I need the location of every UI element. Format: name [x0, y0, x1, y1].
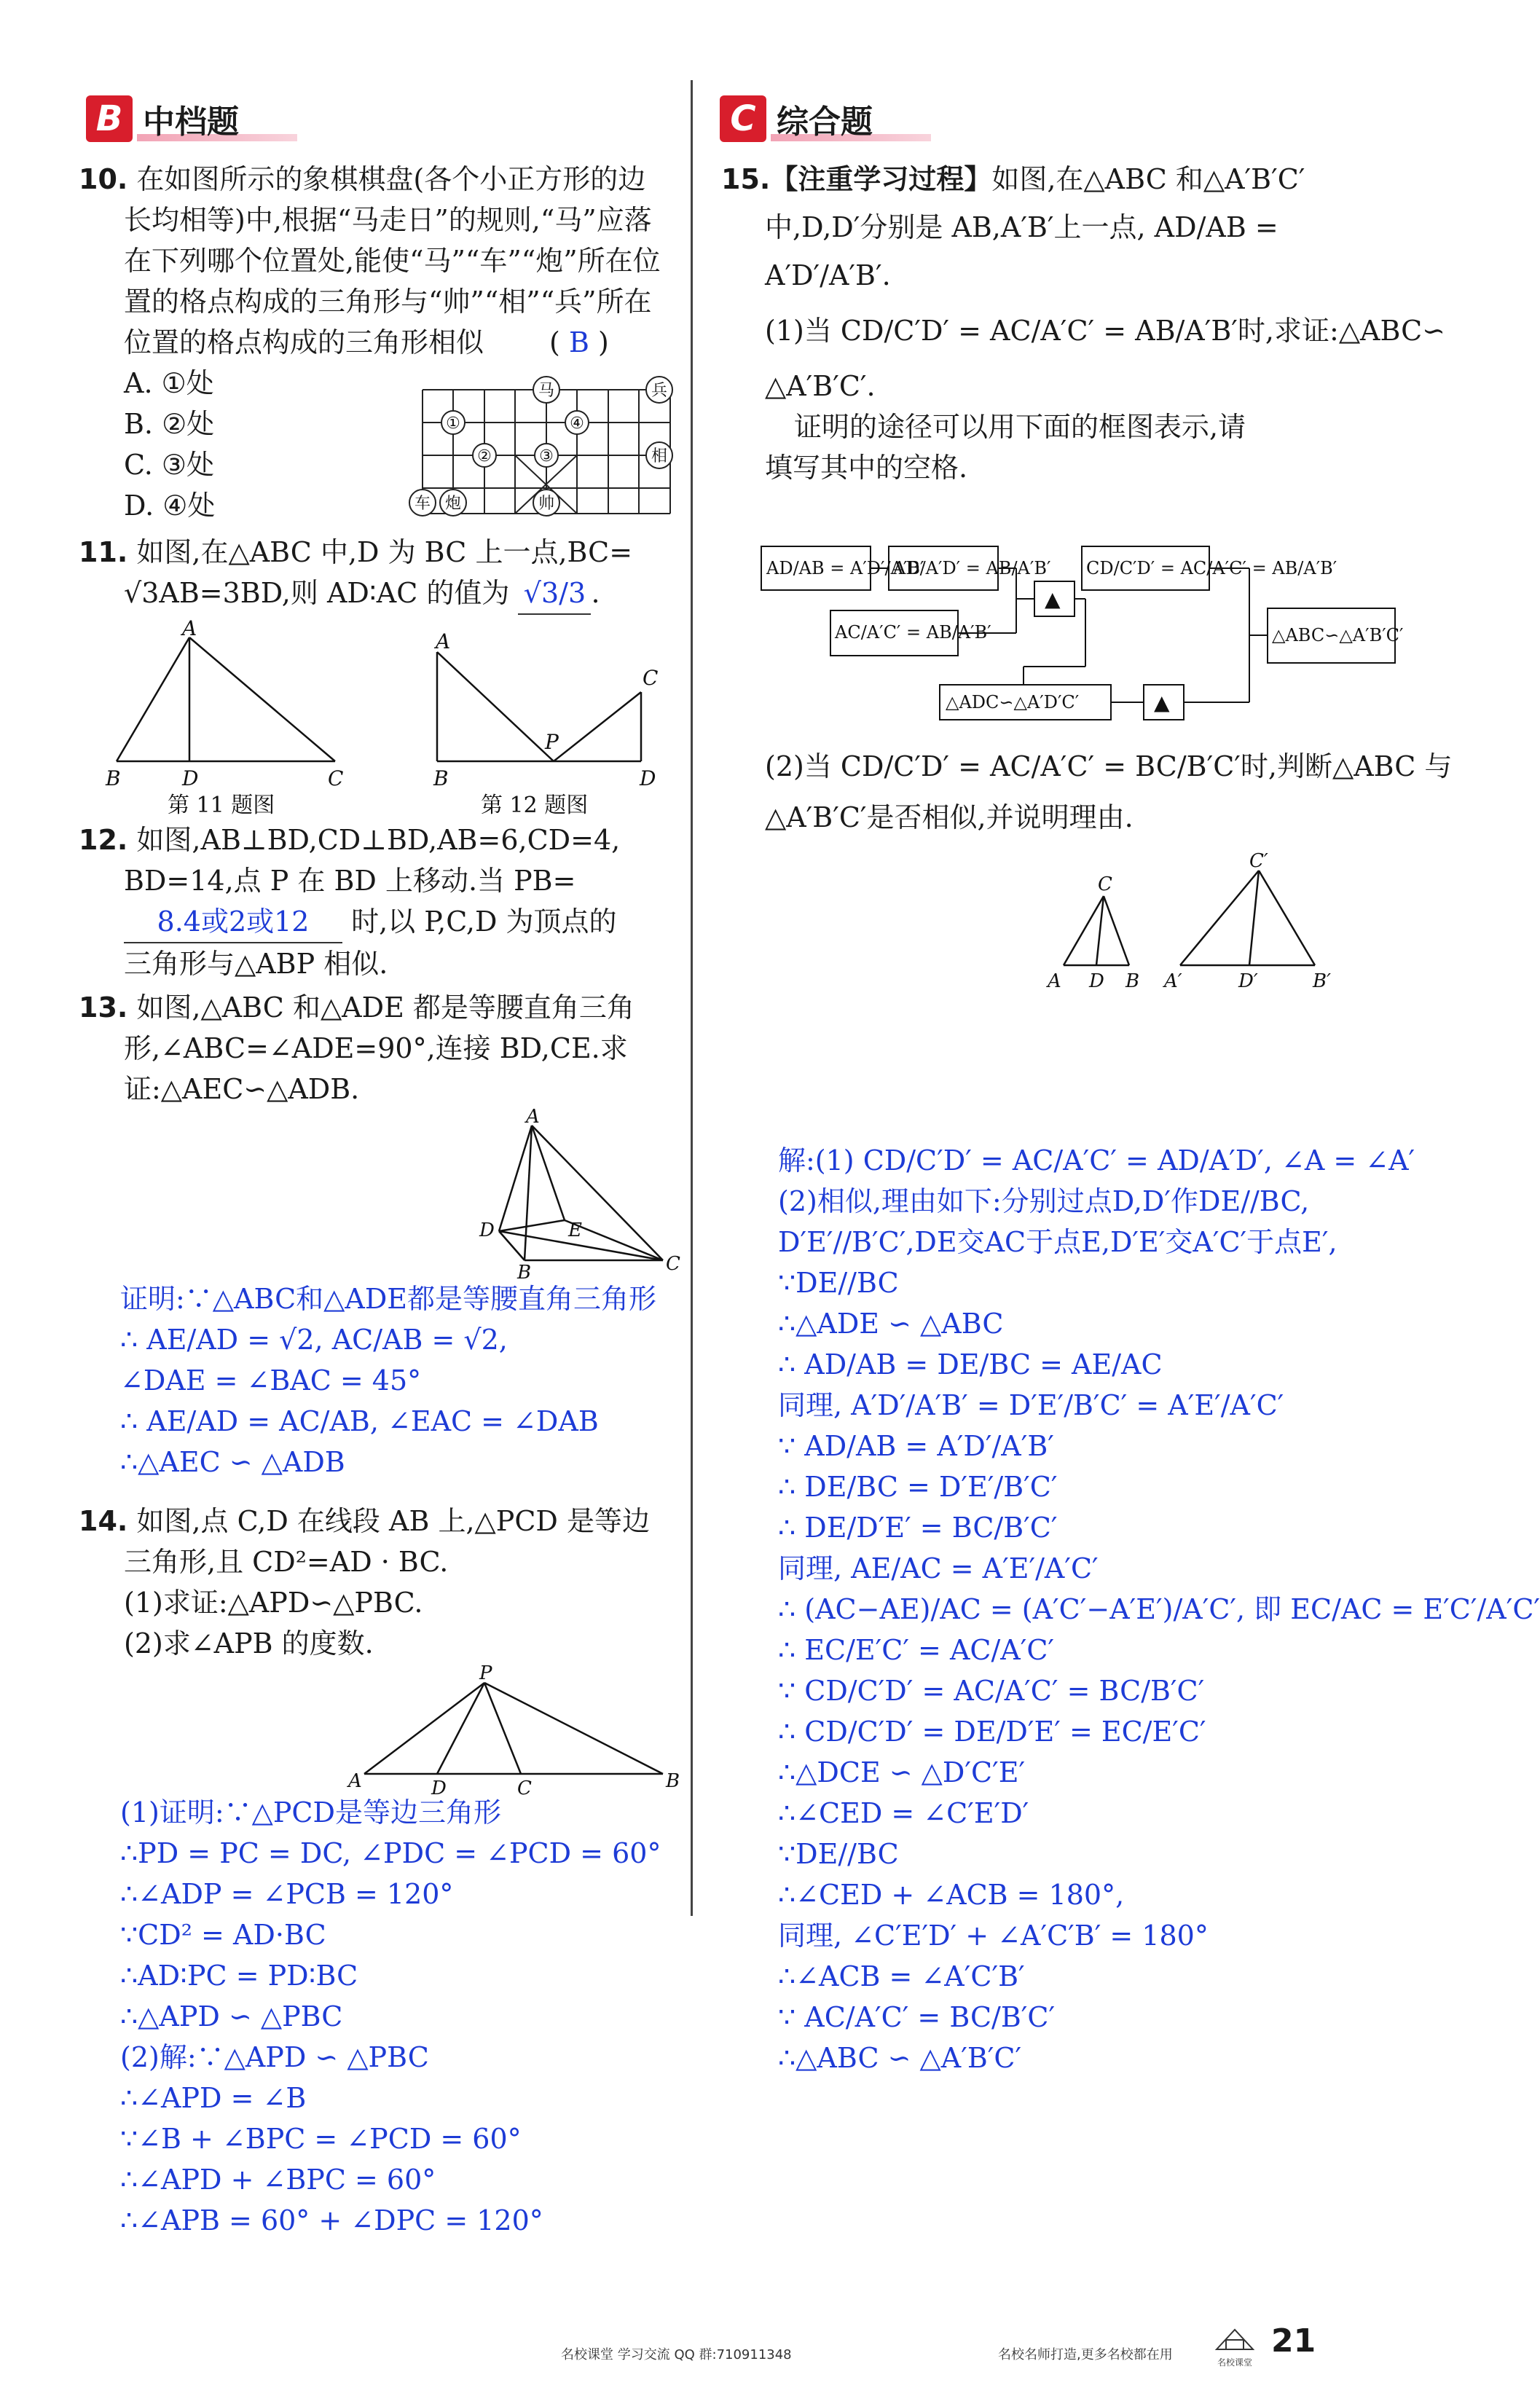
q10-line-1	[79, 159, 661, 200]
q10-text-3: 在下列哪个位置处,能使“马”“车”“炮”所在位	[124, 245, 661, 277]
q12-answer: 8.4或2或12	[124, 901, 342, 943]
q15-solution-line-1: 解:(1) CD/C′D′ = AC/A′C′ = AD/A′D′, ∠A = ∠A′	[778, 1144, 1415, 1177]
q12-figure	[408, 626, 685, 816]
q13-solution-line-5: ∴△AEC ∽ △ADB	[120, 1446, 345, 1478]
q15-text-3: A′D′/A′B′.	[765, 259, 891, 291]
q11-answer: √3/3	[518, 573, 591, 615]
q15-solution	[778, 1140, 1540, 2078]
q15-label-a2: A′	[1164, 970, 1182, 992]
footer-right-text: 名校名师打造,更多名校都在用	[998, 2347, 1173, 2362]
q15-number: 15.	[721, 163, 771, 195]
q12-text-1: 如图,AB⊥BD,CD⊥BD,AB=6,CD=4,	[136, 824, 621, 856]
q14-solution-line-3: ∴∠ADP = ∠PCB = 120°	[120, 1878, 454, 1910]
piece-1: ①	[446, 415, 460, 433]
q14-solution	[120, 1792, 661, 2241]
section-c-title: 综合题	[777, 103, 873, 141]
q10-text-4: 置的格点构成的三角形与“帅”“相”“兵”所在	[124, 286, 652, 318]
q15-label-b2: B′	[1313, 970, 1332, 992]
q11-text-2: √3AB=3BD,则 AD∶AC 的值为	[124, 577, 510, 609]
q15-label-c: C	[1098, 873, 1112, 895]
q15-label-a: A	[1048, 970, 1061, 992]
q10-text-5: 位置的格点构成的三角形相似	[124, 326, 484, 358]
q13-solution	[120, 1278, 656, 1482]
q12-line-3	[79, 901, 620, 943]
q13-solution-line-2: ∴ AE/AD = √2, AC/AB = √2,	[120, 1324, 508, 1356]
q12-label-c: C	[643, 666, 659, 690]
q11-text-1: 如图,在△ABC 中,D 为 BC 上一点,BC=	[136, 536, 633, 568]
q11-label-a: A	[182, 616, 197, 640]
q14-text-2: 三角形,且 CD²=AD · BC.	[124, 1546, 449, 1578]
section-c-letter: C	[720, 95, 766, 142]
q10-answer: B	[568, 326, 589, 358]
q11-label-c: C	[328, 766, 344, 790]
q15-solution-line-4: ∵DE//BC	[778, 1267, 899, 1299]
question-11	[79, 532, 632, 615]
q15-solution-line-7: 同理, A′D′/A′B′ = D′E′/B′C′ = A′E′/A′C′	[778, 1389, 1284, 1421]
piece-2: ②	[477, 447, 492, 466]
q14-label-p: P	[479, 1662, 492, 1684]
q15-solution-line-13: ∴ EC/E′C′ = AC/A′C′	[778, 1634, 1055, 1666]
q15-part1-text-2: △A′B′C′.	[765, 370, 876, 402]
q13-label-d: D	[479, 1219, 495, 1241]
q10-option-c: C. ③处	[124, 449, 214, 481]
piece-3: ③	[539, 447, 554, 466]
q13-label-c: C	[666, 1253, 680, 1275]
q15-solution-line-6: ∴ AD/AB = DE/BC = AE/AC	[778, 1348, 1163, 1380]
footer-left-text: 名校课堂 学习交流 QQ 群:710911348	[561, 2347, 792, 2362]
q15-tag: 【注重学习过程】	[770, 163, 992, 195]
q15-text-2: 中,D,D′分别是 AB,A′B′上一点, AD/AB =	[765, 211, 1278, 243]
box-2-text: AD/A′D′ = AB/A′B′	[893, 558, 1051, 578]
q12-text-2: BD=14,点 P 在 BD 上移动.当 PB=	[124, 865, 576, 897]
q15-label-d: D	[1089, 970, 1104, 992]
q15-solution-line-8: ∵ AD/AB = A′D′/A′B′	[778, 1430, 1054, 1462]
q15-solution-line-11: 同理, AE/AC = A′E′/A′C′	[778, 1552, 1099, 1584]
q14-label-c: C	[517, 1778, 532, 1799]
footer-logo	[1209, 2324, 1260, 2368]
q15-text-1: 如图,在△ABC 和△A′B′C′	[991, 163, 1305, 195]
q13-label-e: E	[568, 1219, 582, 1241]
q13-solution-line-4: ∴ AE/AD = AC/AB, ∠EAC = ∠DAB	[120, 1405, 599, 1437]
piece-pao: 炮	[444, 495, 462, 513]
q13-solution-line-1: 证明:∵△ABC和△ADE都是等腰直角三角形	[120, 1283, 657, 1315]
q14-label-d: D	[431, 1778, 447, 1799]
q14-solution-line-4: ∵CD² = AD·BC	[120, 1919, 326, 1951]
q15-solution-line-18: ∵DE//BC	[778, 1838, 899, 1870]
q14-solution-line-2: ∴PD = PC = DC, ∠PDC = ∠PCD = 60°	[120, 1837, 661, 1869]
q15-solution-line-10: ∴ DE/D′E′ = BC/B′C′	[778, 1512, 1058, 1544]
q11-figure	[102, 616, 379, 818]
q11-text-2-end: .	[591, 577, 600, 609]
q12-label-a: A	[436, 629, 451, 653]
q13-label-b: B	[517, 1262, 532, 1284]
q12-caption: 第 12 题图	[481, 793, 589, 818]
q15-solution-line-16: ∴△DCE ∽ △D′C′E′	[778, 1756, 1026, 1788]
q14-figure	[342, 1662, 685, 1799]
question-13	[79, 987, 635, 1109]
school-logo-icon	[1213, 2324, 1257, 2353]
piece-shuai: 帅	[538, 495, 555, 513]
q12-text-3: 时,以 P,C,D 为顶点的	[351, 906, 617, 938]
q15-solution-line-19: ∴∠CED + ∠ACB = 180°,	[778, 1879, 1125, 1911]
q13-text-2: 形,∠ABC=∠ADE=90°,连接 BD,CE.求	[124, 1032, 628, 1064]
q12-number: 12.	[79, 824, 128, 856]
q10-bracket-open: (	[549, 326, 560, 358]
q10-text-2: 长均相等)中,根据“马走日”的规则,“马”应落	[124, 204, 652, 236]
piece-xiang: 相	[651, 447, 668, 466]
q15-label-d2: D′	[1238, 970, 1258, 992]
q15-part2	[765, 736, 1452, 838]
question-14	[79, 1501, 650, 1664]
piece-ma: 马	[538, 382, 555, 400]
q11-label-d: D	[182, 766, 199, 790]
q12-label-p: P	[545, 730, 559, 754]
q15-solution-line-14: ∵ CD/C′D′ = AC/A′C′ = BC/B′C′	[778, 1675, 1205, 1707]
q10-option-a: A. ①处	[124, 367, 214, 399]
blank-1-mark: ▲	[1045, 587, 1061, 611]
q15-line-1	[721, 159, 1445, 200]
q11-line-1	[79, 532, 632, 573]
q13-figure	[459, 1106, 692, 1284]
box-5-text: △ADC∽△A′D′C′	[946, 692, 1080, 712]
q11-number: 11.	[79, 536, 128, 568]
q15-figure	[1027, 852, 1348, 991]
q15-part1-text-3: 证明的途径可以用下面的框图表示,请	[794, 411, 1246, 443]
column-divider	[691, 80, 693, 1916]
proof-flowchart	[758, 539, 1404, 728]
q14-solution-line-7: (2)解:∵△APD ∽ △PBC	[120, 2041, 429, 2073]
q14-text-3: (1)求证:△APD∽△PBC.	[124, 1587, 423, 1619]
q14-text-4: (2)求∠APB 的度数.	[124, 1627, 374, 1659]
q14-number: 14.	[79, 1505, 128, 1537]
section-c-header	[720, 93, 873, 144]
q14-solution-line-10: ∴∠APD + ∠BPC = 60°	[120, 2164, 436, 2196]
chessboard-figure	[408, 372, 685, 525]
q14-solution-line-5: ∴AD∶PC = PD∶BC	[120, 1960, 358, 1992]
q13-text-1: 如图,△ABC 和△ADE 都是等腰直角三角	[136, 991, 635, 1024]
q15-solution-line-2: (2)相似,理由如下:分别过点D,D′作DE//BC,	[778, 1185, 1310, 1217]
q14-label-b: B	[666, 1770, 680, 1792]
q15-part2-text-2: △A′B′C′是否相似,并说明理由.	[765, 801, 1134, 833]
q13-line-1	[79, 987, 635, 1028]
q10-line-5	[79, 322, 661, 363]
q15-solution-line-17: ∴∠CED = ∠C′E′D′	[778, 1797, 1029, 1829]
q11-label-b: B	[106, 766, 121, 790]
q10-text-1: 在如图所示的象棋棋盘(各个小正方形的边	[136, 163, 646, 195]
q14-label-a: A	[348, 1770, 362, 1792]
q14-text-1: 如图,点 C,D 在线段 AB 上,△PCD 是等边	[136, 1505, 650, 1537]
q13-label-a: A	[526, 1106, 540, 1128]
q12-label-d: D	[640, 766, 656, 790]
footer-logo-text: 名校课堂	[1217, 2357, 1252, 2368]
q15-solution-line-20: 同理, ∠C′E′D′ + ∠A′C′B′ = 180°	[778, 1920, 1209, 1952]
box-6-text: △ABC∽△A′B′C′	[1272, 625, 1404, 645]
q14-solution-line-11: ∴∠APB = 60° + ∠DPC = 120°	[120, 2204, 543, 2236]
q15-label-b: B	[1125, 970, 1140, 992]
q15-part1-text-4: 填写其中的空格.	[765, 452, 968, 484]
piece-bing: 兵	[651, 382, 668, 400]
box-1-text: AD/AB = A′D′/A′B′	[766, 558, 924, 578]
q13-text-3: 证:△AEC∽△ADB.	[124, 1073, 360, 1105]
piece-4: ④	[570, 415, 584, 433]
q12-text-4: 三角形与△ABP 相似.	[124, 948, 388, 980]
question-12	[79, 820, 620, 984]
q15-solution-line-21: ∴∠ACB = ∠A′C′B′	[778, 1960, 1025, 1992]
section-b-title: 中档题	[143, 103, 239, 141]
blank-2-mark: ▲	[1154, 691, 1170, 715]
box-4-text: CD/C′D′ = AC/A′C′ = AB/A′B′	[1086, 558, 1337, 578]
piece-che: 车	[414, 495, 431, 513]
q15-part2-text-1: (2)当 CD/C′D′ = AC/A′C′ = BC/B′C′时,判断△ABC 与	[765, 750, 1453, 782]
q15-solution-line-5: ∴△ADE ∽ △ABC	[778, 1308, 1004, 1340]
q12-label-b: B	[433, 766, 449, 790]
section-b-letter: B	[86, 95, 133, 142]
q15-solution-line-22: ∵ AC/A′C′ = BC/B′C′	[778, 2001, 1056, 2033]
q15-solution-line-23: ∴△ABC ∽ △A′B′C′	[778, 2042, 1022, 2074]
q15-solution-line-12: ∴ (AC−AE)/AC = (A′C′−A′E′)/A′C′, 即 EC/AC = E′C′/A′C′	[778, 1593, 1540, 1625]
q15-solution-line-9: ∴ DE/BC = D′E′/B′C′	[778, 1471, 1058, 1503]
q10-number: 10.	[79, 163, 128, 195]
q13-solution-line-3: ∠DAE = ∠BAC = 45°	[120, 1364, 422, 1397]
q15-solution-line-3: D′E′//B′C′,DE交AC于点E,D′E′交A′C′于点E′,	[778, 1226, 1337, 1258]
q10-option-b: B. ②处	[124, 408, 215, 440]
q15-solution-line-15: ∴ CD/C′D′ = DE/D′E′ = EC/E′C′	[778, 1716, 1206, 1748]
q10-bracket-close: )	[597, 326, 609, 358]
q10-option-d: D. ④处	[124, 490, 216, 522]
question-15	[721, 159, 1445, 488]
q14-solution-line-1: (1)证明:∵△PCD是等边三角形	[120, 1796, 501, 1828]
q13-number: 13.	[79, 991, 128, 1024]
q14-solution-line-9: ∵∠B + ∠BPC = ∠PCD = 60°	[120, 2123, 522, 2155]
q14-solution-line-6: ∴△APD ∽ △PBC	[120, 2000, 343, 2032]
q12-line-1	[79, 820, 620, 860]
q11-line-2	[79, 573, 632, 615]
q14-solution-line-8: ∴∠APD = ∠B	[120, 2082, 307, 2114]
page-number: 21	[1271, 2322, 1316, 2360]
q11-caption: 第 11 题图	[168, 793, 275, 818]
q14-line-1	[79, 1501, 650, 1541]
box-3-text: AC/A′C′ = AB/A′B′	[835, 622, 991, 643]
q15-label-c2: C′	[1249, 850, 1268, 872]
section-b-header	[86, 93, 239, 144]
q15-part1-text-1: (1)当 CD/C′D′ = AC/A′C′ = AB/A′B′时,求证:△ABC∽	[765, 315, 1446, 347]
